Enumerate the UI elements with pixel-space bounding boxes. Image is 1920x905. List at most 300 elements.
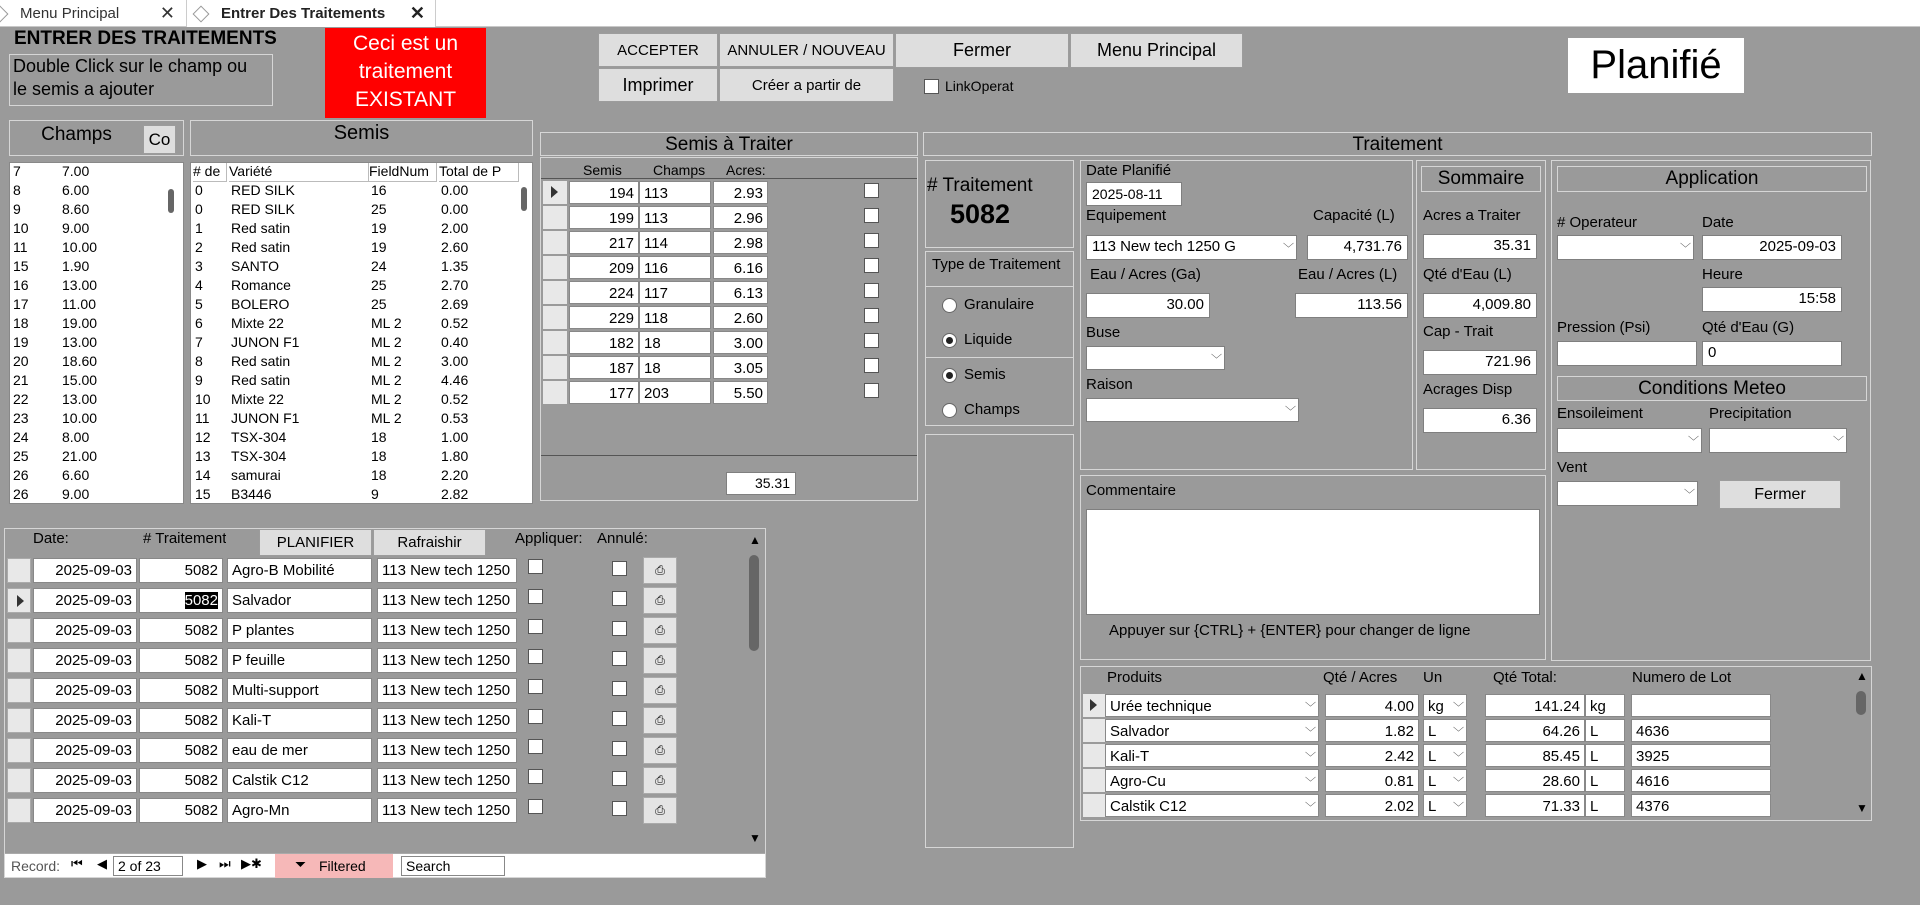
semis-cell: 229 xyxy=(569,306,639,329)
product-select[interactable] xyxy=(1105,769,1319,792)
chevron-down-icon[interactable]: ﹀ xyxy=(1285,406,1296,418)
unit-value: L xyxy=(1428,748,1437,765)
champ-acres: 21.00 xyxy=(62,448,98,464)
appliquer-checkbox[interactable] xyxy=(528,649,543,664)
accepter-button[interactable]: ACCEPTER xyxy=(598,33,718,67)
unit-total-cell: L xyxy=(1585,719,1625,742)
champ-acres: 13.00 xyxy=(62,391,98,407)
buse-select[interactable] xyxy=(1086,346,1225,370)
eau-ga-field[interactable]: 30.00 xyxy=(1086,293,1210,318)
champ-acres: 10.00 xyxy=(62,239,98,255)
equipment-cell: 113 New tech 1250 xyxy=(377,648,517,673)
unit-select[interactable] xyxy=(1423,794,1467,817)
traitement-num-cell xyxy=(139,558,223,583)
list-item[interactable] xyxy=(10,467,160,486)
champ-acres: 10.00 xyxy=(62,410,98,426)
print-icon[interactable]: ⎙ xyxy=(643,647,677,674)
last-record-icon[interactable]: ⏭ xyxy=(219,856,231,871)
row-selector[interactable] xyxy=(7,738,31,763)
appliquer-checkbox[interactable] xyxy=(528,709,543,724)
print-icon[interactable]: ⎙ xyxy=(643,587,677,614)
date-cell: 2025-09-03 xyxy=(33,768,137,793)
equipement-select[interactable] xyxy=(1086,235,1297,260)
list-item[interactable] xyxy=(10,448,160,467)
qte-eau-field[interactable]: 0 xyxy=(1702,341,1842,366)
traitement-num-value: 5082 xyxy=(184,592,218,609)
fermer-button[interactable]: Fermer xyxy=(895,33,1069,68)
list-item[interactable] xyxy=(191,334,511,353)
raison-select[interactable] xyxy=(1086,398,1299,422)
record-position[interactable]: 2 of 23 xyxy=(113,856,183,876)
chevron-down-icon[interactable]: ﹀ xyxy=(1305,727,1316,739)
unit-select[interactable] xyxy=(1423,744,1467,767)
traitement-number-label: # Traitement xyxy=(927,175,1033,196)
list-item[interactable] xyxy=(191,201,511,220)
list-item[interactable] xyxy=(191,296,511,315)
co-button[interactable]: Co xyxy=(143,125,176,154)
semis-cell: BOLERO xyxy=(231,296,290,312)
semis-cell: 25 xyxy=(371,277,387,293)
list-item[interactable] xyxy=(10,391,160,410)
semis-cell: RED SILK xyxy=(231,182,295,198)
champ-acres: 11.00 xyxy=(62,296,96,312)
row-selector[interactable] xyxy=(543,331,567,354)
chevron-down-icon[interactable]: ﹀ xyxy=(1453,777,1464,789)
lot-cell[interactable] xyxy=(1631,694,1771,717)
scroll-down-icon[interactable]: ▼ xyxy=(1856,801,1868,815)
date-planifie-field[interactable]: 2025-08-11 xyxy=(1086,182,1182,206)
qte-eau-label: Qté d'Eau (G) xyxy=(1702,319,1795,336)
champ-number: 15 xyxy=(13,258,29,274)
champ-number: 25 xyxy=(13,448,29,464)
list-item[interactable] xyxy=(191,467,511,486)
form-icon xyxy=(0,5,8,22)
semis-cell: 24 xyxy=(371,258,387,274)
date-column-header: Date: xyxy=(33,530,69,547)
chevron-down-icon[interactable]: ﹀ xyxy=(1453,802,1464,814)
semis-cell: 1.00 xyxy=(441,429,469,445)
appliquer-checkbox[interactable] xyxy=(528,739,543,754)
print-icon[interactable]: ⎙ xyxy=(643,617,677,644)
lot-cell[interactable]: 4616 xyxy=(1631,769,1771,792)
annuler-button[interactable]: ANNULER / NOUVEAU xyxy=(719,33,894,67)
row-selector[interactable] xyxy=(543,306,567,329)
product-cell: Calstik C12 xyxy=(227,768,372,793)
product-row[interactable] xyxy=(1081,793,1851,818)
meteo-header: Conditions Meteo xyxy=(1557,376,1867,401)
record-navigator xyxy=(5,853,765,877)
app-date-field[interactable]: 2025-09-03 xyxy=(1702,235,1842,260)
product-select[interactable] xyxy=(1105,744,1319,767)
traitement-num-cell xyxy=(139,768,223,793)
table-row[interactable] xyxy=(5,796,745,825)
annule-checkbox[interactable] xyxy=(612,711,627,726)
qte-total-cell: 64.26 xyxy=(1485,719,1585,742)
qte-total-cell: 28.60 xyxy=(1485,769,1585,792)
row-selector[interactable] xyxy=(1083,744,1105,767)
chevron-down-icon[interactable]: ﹀ xyxy=(1684,489,1695,501)
row-checkbox[interactable] xyxy=(864,358,879,373)
qte-total-cell: 141.24 xyxy=(1485,694,1585,717)
annule-checkbox[interactable] xyxy=(612,771,627,786)
product-row[interactable] xyxy=(1081,768,1851,793)
traitement-num-cell xyxy=(139,678,223,703)
list-item[interactable] xyxy=(541,380,917,409)
meteo-fermer-button[interactable]: Fermer xyxy=(1719,480,1841,509)
linkoperat-checkbox[interactable] xyxy=(924,79,939,94)
annule-checkbox[interactable] xyxy=(612,741,627,756)
heure-field[interactable]: 15:58 xyxy=(1702,287,1842,312)
prev-record-icon[interactable]: ◀ xyxy=(97,856,107,871)
table-row[interactable] xyxy=(5,556,745,585)
imprimer-button[interactable]: Imprimer xyxy=(598,68,718,102)
traitement-num-cell xyxy=(139,708,223,733)
form-icon xyxy=(193,5,210,22)
creer-button[interactable]: Créer a partir de xyxy=(719,68,894,102)
annule-checkbox[interactable] xyxy=(612,561,627,576)
list-item[interactable] xyxy=(191,353,511,372)
list-item[interactable] xyxy=(191,315,511,334)
list-item[interactable] xyxy=(10,353,160,372)
product-select[interactable] xyxy=(1105,719,1319,742)
scrollbar[interactable] xyxy=(521,187,527,211)
date-cell: 2025-09-03 xyxy=(33,558,137,583)
semis-cell: 2.00 xyxy=(441,220,469,236)
list-item[interactable] xyxy=(191,239,511,258)
print-icon[interactable]: ⎙ xyxy=(643,737,677,764)
list-item[interactable] xyxy=(191,391,511,410)
champs-radio[interactable] xyxy=(942,403,957,418)
list-item[interactable] xyxy=(191,486,511,504)
next-record-icon[interactable]: ▶ xyxy=(197,856,207,871)
column-header: Qté Total: xyxy=(1493,669,1557,686)
champ-acres: 6.60 xyxy=(62,467,90,483)
row-selector[interactable] xyxy=(1083,719,1105,742)
warning-line: traitement xyxy=(358,60,453,83)
semis-header: Semis xyxy=(190,120,533,156)
capacite-field[interactable]: 4,731.76 xyxy=(1307,235,1408,260)
champ-acres: 15.00 xyxy=(62,372,98,388)
row-selector[interactable] xyxy=(1083,794,1105,817)
eau-total-field: 4,009.80 xyxy=(1423,293,1537,318)
semis-cell: 25 xyxy=(371,201,387,217)
chevron-down-icon[interactable]: ﹀ xyxy=(1283,243,1294,255)
list-item[interactable] xyxy=(191,410,511,429)
annule-checkbox[interactable] xyxy=(612,651,627,666)
acres-cell: 2.98 xyxy=(713,231,768,254)
table-row[interactable] xyxy=(5,766,745,795)
scroll-up-icon[interactable]: ▲ xyxy=(749,533,761,547)
semis-cell: 2.69 xyxy=(441,296,469,312)
champ-number: 26 xyxy=(13,486,29,502)
appliquer-checkbox[interactable] xyxy=(528,679,543,694)
champs-cell: 113 xyxy=(639,206,711,229)
semis-cell: B3446 xyxy=(231,486,272,502)
row-checkbox[interactable] xyxy=(864,283,879,298)
scroll-down-icon[interactable]: ▼ xyxy=(749,831,761,845)
semis-cell: 25 xyxy=(371,296,387,312)
list-item[interactable] xyxy=(10,410,160,429)
unit-total-cell: L xyxy=(1585,744,1625,767)
semis-cell: 9 xyxy=(195,372,203,388)
row-selector[interactable] xyxy=(543,231,567,254)
row-selector[interactable] xyxy=(7,678,31,703)
product-cell: Agro-B Mobilité xyxy=(227,558,372,583)
product-row[interactable] xyxy=(1081,693,1851,718)
champ-acres: 13.00 xyxy=(62,277,98,293)
unit-select[interactable] xyxy=(1423,769,1467,792)
print-icon[interactable]: ⎙ xyxy=(643,557,677,584)
list-item[interactable] xyxy=(10,258,160,277)
semis-cell: 15 xyxy=(195,486,211,502)
divider xyxy=(926,357,1073,358)
appliquer-checkbox[interactable] xyxy=(528,799,543,814)
ensoleilement-select[interactable] xyxy=(1557,428,1702,453)
pression-field[interactable] xyxy=(1557,341,1697,366)
rafraichir-button[interactable]: Rafraishir xyxy=(373,529,486,556)
champ-acres: 13.00 xyxy=(62,334,98,350)
traitement-num-cell xyxy=(139,738,223,763)
acres-cell: 2.96 xyxy=(713,206,768,229)
lot-cell[interactable]: 4376 xyxy=(1631,794,1771,817)
lot-cell[interactable]: 3925 xyxy=(1631,744,1771,767)
sommaire-header: Sommaire xyxy=(1421,166,1541,192)
granulaire-label: Granulaire xyxy=(964,296,1035,313)
print-icon[interactable]: ⎙ xyxy=(643,797,677,824)
precipitation-label: Precipitation xyxy=(1709,405,1792,422)
planifier-button[interactable]: PLANIFIER xyxy=(259,529,372,556)
product-row[interactable] xyxy=(1081,743,1851,768)
row-selector[interactable] xyxy=(543,356,567,379)
date-cell: 2025-09-03 xyxy=(33,708,137,733)
list-item[interactable] xyxy=(191,372,511,391)
list-item[interactable] xyxy=(10,182,160,201)
row-selector[interactable] xyxy=(543,256,567,279)
semis-cell: 7 xyxy=(195,334,203,350)
traitement-num-value: 5082 xyxy=(184,802,218,819)
champ-acres: 18.60 xyxy=(62,353,98,369)
cap-trait-label: Cap - Trait xyxy=(1423,323,1494,340)
list-item[interactable] xyxy=(191,448,511,467)
acres-cell: 2.60 xyxy=(713,306,768,329)
product-name: Kali-T xyxy=(1110,748,1150,765)
print-icon[interactable]: ⎙ xyxy=(643,767,677,794)
list-item[interactable] xyxy=(191,220,511,239)
champ-number: 22 xyxy=(13,391,29,407)
traitement-num-value: 5082 xyxy=(184,772,218,789)
chevron-down-icon[interactable]: ﹀ xyxy=(1453,727,1464,739)
num-column-header: # Traitement xyxy=(143,530,227,547)
chevron-down-icon[interactable]: ﹀ xyxy=(1453,752,1464,764)
operateur-select[interactable] xyxy=(1557,235,1694,260)
table-row[interactable] xyxy=(5,586,745,615)
chevron-down-icon[interactable]: ﹀ xyxy=(1833,436,1844,448)
traitement-num-cell xyxy=(139,648,223,673)
close-icon[interactable]: ✕ xyxy=(159,3,175,23)
champs-cell: 203 xyxy=(639,381,711,404)
row-selector[interactable] xyxy=(543,381,567,404)
semis-cell: 9 xyxy=(371,486,379,502)
list-item[interactable] xyxy=(10,429,160,448)
appliquer-column-header: Appliquer: xyxy=(515,530,583,547)
granulaire-radio[interactable] xyxy=(942,298,957,313)
traitement-num-value: 5082 xyxy=(184,652,218,669)
tab-bar xyxy=(0,0,1920,27)
appliquer-checkbox[interactable] xyxy=(528,769,543,784)
list-item[interactable] xyxy=(10,296,160,315)
list-item[interactable] xyxy=(10,372,160,391)
qte-total-cell: 85.45 xyxy=(1485,744,1585,767)
chevron-down-icon[interactable]: ﹀ xyxy=(1688,436,1699,448)
list-item[interactable] xyxy=(191,182,511,201)
appliquer-checkbox[interactable] xyxy=(528,589,543,604)
row-selector[interactable] xyxy=(1083,769,1105,792)
commentaire-textarea[interactable] xyxy=(1086,509,1540,615)
champ-acres: 9.00 xyxy=(62,486,90,502)
chevron-down-icon[interactable]: ﹀ xyxy=(1305,702,1316,714)
semis-cell: 217 xyxy=(569,231,639,254)
product-cell: P feuille xyxy=(227,648,372,673)
row-selector[interactable] xyxy=(7,618,31,643)
row-selector[interactable] xyxy=(7,558,31,583)
product-select[interactable] xyxy=(1105,694,1319,717)
row-selector[interactable] xyxy=(7,708,31,733)
lot-cell[interactable]: 4636 xyxy=(1631,719,1771,742)
chevron-down-icon[interactable]: ﹀ xyxy=(1305,802,1316,814)
acres-cell: 3.05 xyxy=(713,356,768,379)
table-row[interactable] xyxy=(5,676,745,705)
list-item[interactable] xyxy=(10,201,160,220)
row-checkbox[interactable] xyxy=(864,208,879,223)
semis-cell: 0.00 xyxy=(441,182,469,198)
list-item[interactable] xyxy=(10,334,160,353)
list-item[interactable] xyxy=(10,315,160,334)
scrollbar[interactable] xyxy=(749,555,759,651)
table-row[interactable] xyxy=(5,646,745,675)
tab-menu-principal[interactable] xyxy=(0,0,185,27)
product-cell: P plantes xyxy=(227,618,372,643)
menu-principal-button[interactable]: Menu Principal xyxy=(1070,33,1243,68)
semis-radio[interactable] xyxy=(942,368,957,383)
row-selector[interactable] xyxy=(7,648,31,673)
semis-cell: ML 2 xyxy=(371,372,402,388)
hint-box xyxy=(9,54,273,106)
champ-number: 11 xyxy=(13,239,28,255)
tab-entrer-traitements[interactable] xyxy=(186,0,436,27)
list-item[interactable] xyxy=(10,163,160,182)
list-item[interactable] xyxy=(10,239,160,258)
unit-select[interactable] xyxy=(1423,694,1467,717)
row-checkbox[interactable] xyxy=(864,258,879,273)
semis-cell: Red satin xyxy=(231,372,291,388)
status-badge: Planifié xyxy=(1568,38,1744,93)
search-input[interactable]: Search xyxy=(401,856,505,876)
chevron-down-icon[interactable]: ﹀ xyxy=(1305,777,1316,789)
list-item[interactable] xyxy=(10,277,160,296)
qte-total-cell: 71.33 xyxy=(1485,794,1585,817)
row-checkbox[interactable] xyxy=(864,233,879,248)
champs-cell: 114 xyxy=(639,231,711,254)
scrollbar[interactable] xyxy=(168,189,174,213)
appliquer-checkbox[interactable] xyxy=(528,619,543,634)
row-selector[interactable] xyxy=(7,798,31,823)
traitement-num-value: 5082 xyxy=(184,682,218,699)
row-selector[interactable] xyxy=(543,281,567,304)
vent-select[interactable] xyxy=(1557,481,1698,506)
row-checkbox[interactable] xyxy=(864,383,879,398)
print-icon[interactable]: ⎙ xyxy=(643,707,677,734)
list-item[interactable] xyxy=(191,429,511,448)
list-item[interactable] xyxy=(191,277,511,296)
commentaire-label: Commentaire xyxy=(1086,482,1177,499)
annule-checkbox[interactable] xyxy=(612,681,627,696)
semis-list[interactable] xyxy=(190,162,533,504)
annule-checkbox[interactable] xyxy=(612,621,627,636)
chevron-down-icon[interactable]: ﹀ xyxy=(1305,752,1316,764)
date-planifie-label: Date Planifié xyxy=(1086,162,1172,179)
traitement-num-cell xyxy=(139,618,223,643)
product-select[interactable] xyxy=(1105,794,1319,817)
unit-select[interactable] xyxy=(1423,719,1467,742)
new-record-icon[interactable]: ▶✱ xyxy=(241,856,262,871)
first-record-icon[interactable]: ⏮ xyxy=(71,856,83,871)
table-row[interactable] xyxy=(5,706,745,735)
scroll-up-icon[interactable]: ▲ xyxy=(1856,669,1868,683)
product-row[interactable] xyxy=(1081,718,1851,743)
traitement-number: 5082 xyxy=(950,199,1011,229)
list-item[interactable] xyxy=(10,220,160,239)
equipment-cell: 113 New tech 1250 xyxy=(377,678,517,703)
row-checkbox[interactable] xyxy=(864,333,879,348)
unit-value: kg xyxy=(1428,698,1444,715)
table-row[interactable] xyxy=(5,736,745,765)
chevron-down-icon[interactable]: ﹀ xyxy=(1211,354,1222,366)
scrollbar[interactable] xyxy=(1856,691,1866,715)
list-item[interactable] xyxy=(191,258,511,277)
buse-label: Buse xyxy=(1086,324,1121,341)
semis-cell: 0.40 xyxy=(441,334,469,350)
vent-label: Vent xyxy=(1557,459,1588,476)
chevron-down-icon[interactable]: ﹀ xyxy=(1680,243,1691,255)
row-selector[interactable] xyxy=(543,206,567,229)
filtered-button[interactable] xyxy=(275,854,393,878)
semis-cell: Red satin xyxy=(231,220,291,236)
traitement-header: Traitement xyxy=(923,132,1872,156)
semis-cell: 18 xyxy=(371,467,387,483)
appliquer-checkbox[interactable] xyxy=(528,559,543,574)
annule-checkbox[interactable] xyxy=(612,801,627,816)
semis-cell: 2.82 xyxy=(441,486,469,502)
row-selector[interactable] xyxy=(7,768,31,793)
product-name: Salvador xyxy=(1110,723,1170,740)
semis-cell: Romance xyxy=(231,277,291,293)
liquide-radio[interactable] xyxy=(942,333,957,348)
product-name: Calstik C12 xyxy=(1110,798,1187,815)
annule-checkbox[interactable] xyxy=(612,591,627,606)
eau-l-field[interactable]: 113.56 xyxy=(1295,293,1408,318)
column-header: Produits xyxy=(1107,669,1163,686)
chevron-down-icon[interactable]: ﹀ xyxy=(1453,702,1464,714)
list-item[interactable] xyxy=(10,486,160,504)
row-checkbox[interactable] xyxy=(864,308,879,323)
filtered-label: Filtered xyxy=(319,858,366,874)
row-checkbox[interactable] xyxy=(864,183,879,198)
champs-list[interactable] xyxy=(9,162,184,504)
precipitation-select[interactable] xyxy=(1709,428,1847,453)
table-row[interactable] xyxy=(5,616,745,645)
close-icon[interactable]: ✕ xyxy=(409,3,425,23)
print-icon[interactable]: ⎙ xyxy=(643,677,677,704)
